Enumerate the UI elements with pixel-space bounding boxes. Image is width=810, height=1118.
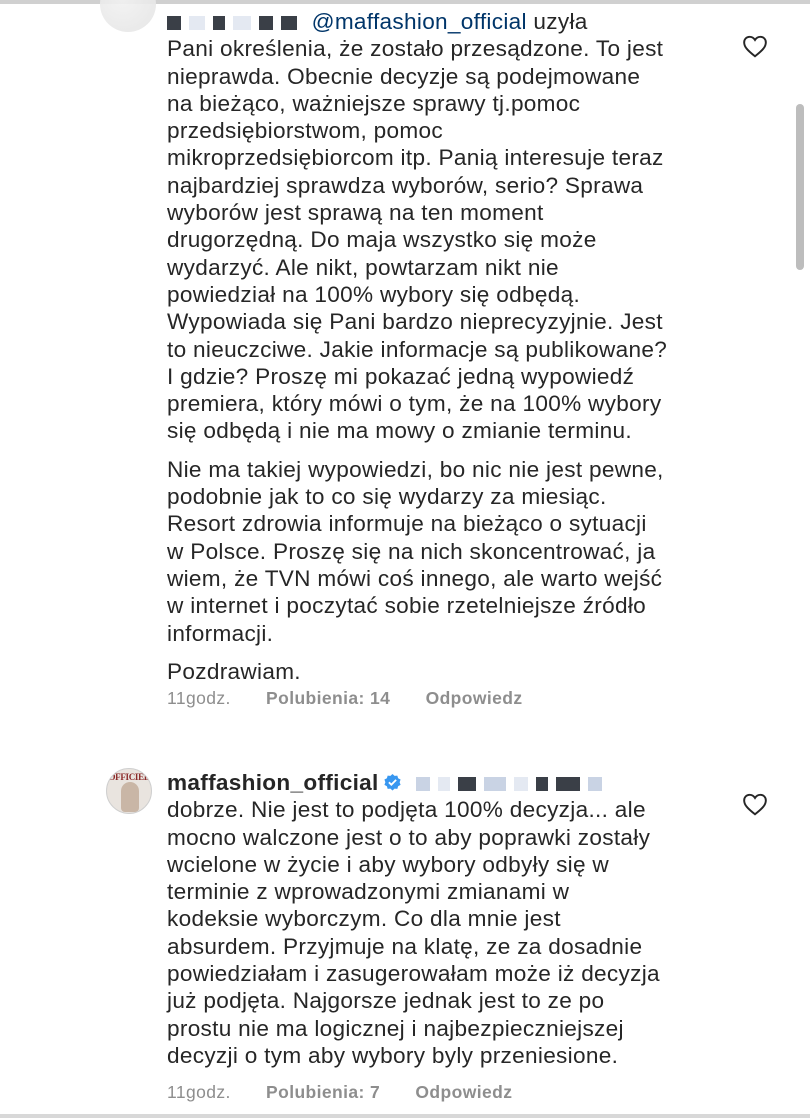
comment-lines	[167, 796, 727, 1069]
heart-outline-icon[interactable]	[742, 792, 768, 816]
redacted-text	[416, 777, 610, 791]
comment-line: powiedział na 100% wybory się odbędą.	[167, 281, 581, 307]
comment-line: się odbędą i nie ma mowy o zmianie terminu.	[167, 418, 632, 444]
comment-line: w internet i poczytać sobie rzetelniejsze źródło	[167, 593, 647, 619]
timestamp: 11godz.	[167, 1082, 231, 1102]
verified-badge-icon	[383, 773, 402, 792]
avatar[interactable]	[106, 768, 152, 814]
likes-count-button[interactable]: Polubienia: 7	[266, 1082, 381, 1102]
avatar-figure	[121, 782, 139, 812]
comment-line: dobrze. Nie jest to podjęta 100% decyzja... ale	[167, 797, 646, 823]
comment-line: mikroprzedsiębiorcom itp. Panią interesuje teraz	[167, 145, 664, 171]
reply-button[interactable]: Odpowiedz	[415, 1082, 513, 1102]
comment-line: nieprawda. Obecnie decyzje są podejmowane	[167, 63, 641, 89]
comment-line: już podjęta. Najgorsze jednak jest to ze po	[167, 988, 605, 1014]
comment-line: podobnie jak to co się wydarzy za miesiąc.	[167, 484, 607, 510]
bottom-divider	[0, 1114, 810, 1118]
comment-line: drugorzędną. Do maja wszystko się może	[167, 227, 597, 253]
comment-line: Wypowiada się Pani bardzo nieprecyzyjnie. Jest	[167, 309, 663, 335]
comment-meta	[167, 688, 553, 709]
comment-line: I gdzie? Proszę mi pokazać jedną wypowiedź	[167, 363, 635, 389]
comment-line: wyborów jest sprawą na ten moment	[167, 200, 544, 226]
comment-line: uzyła	[533, 9, 588, 34]
comment-line: kodeksie wyborczym. Co dla mnie jest	[167, 906, 561, 932]
comment-line: wcielone w życie i aby wybory odbyły się w	[167, 851, 610, 877]
avatar-magazine-logo: OFFICIEL	[108, 772, 150, 782]
comment-line: informacji.	[167, 620, 274, 646]
comment-line: decyzji o tym aby wybory byly przeniesione.	[167, 1042, 619, 1068]
avatar[interactable]	[100, 0, 156, 32]
comment-line: prostu nie ma logicznej i najbezpieczniejszej	[167, 1015, 624, 1041]
reply-button[interactable]: Odpowiedz	[425, 688, 523, 708]
comment-meta	[167, 1082, 542, 1103]
comment-line: wydarzyć. Ale nikt, powtarzam nikt nie	[167, 254, 559, 280]
likes-count-button[interactable]: Polubienia: 14	[266, 688, 391, 708]
comment-line: Pani określenia, że zostało przesądzone. To jest	[167, 36, 664, 62]
comment-text	[167, 8, 727, 685]
comment-line: to nieuczciwe. Jakie informacje są publikowane?	[167, 336, 668, 362]
comment-header	[167, 769, 727, 796]
comment-line: przedsiębiorstwom, pomoc	[167, 118, 443, 144]
comment-line: wiem, że TVN mówi coś innego, ale warto wejść	[167, 565, 663, 591]
username-link[interactable]: maffashion_official	[167, 770, 379, 795]
comment-line: mocno walczone jest o to aby poprawki zostały	[167, 824, 651, 850]
comment-line: premiera, który mówi o tym, że na 100% wybory	[167, 391, 662, 417]
scrollbar-thumb[interactable]	[796, 104, 804, 270]
comment-line: powiedziałam i zasugerowałam może iż decyzja	[167, 961, 660, 987]
comment-lines-b	[167, 456, 727, 647]
comment-lines-a	[167, 35, 727, 444]
comment-line: najbardziej sprawdza wyborów, serio? Sprawa	[167, 172, 644, 198]
comment-line: na bieżąco, ważniejsze sprawy tj.pomoc	[167, 90, 581, 116]
comment-line: Nie ma takiej wypowiedzi, bo nic nie jest pewne,	[167, 456, 664, 482]
mention-link[interactable]: @maffashion_official	[311, 9, 527, 34]
comment-line: absurdem. Przyjmuje na klatę, ze za dosadnie	[167, 933, 643, 959]
comment-line: w Polsce. Proszę się na nich skoncentrować, ja	[167, 538, 656, 564]
comment-closing: Pozdrawiam.	[167, 658, 301, 684]
comment-line: terminie z wprowadzonymi zmianami w	[167, 879, 570, 905]
redacted-username	[167, 16, 305, 30]
comment-first-line	[167, 8, 727, 35]
heart-outline-icon[interactable]	[742, 34, 768, 58]
comment-text	[167, 769, 727, 1069]
comment-line: Resort zdrowia informuje na bieżąco o sytuacji	[167, 511, 647, 537]
timestamp: 11godz.	[167, 688, 231, 708]
